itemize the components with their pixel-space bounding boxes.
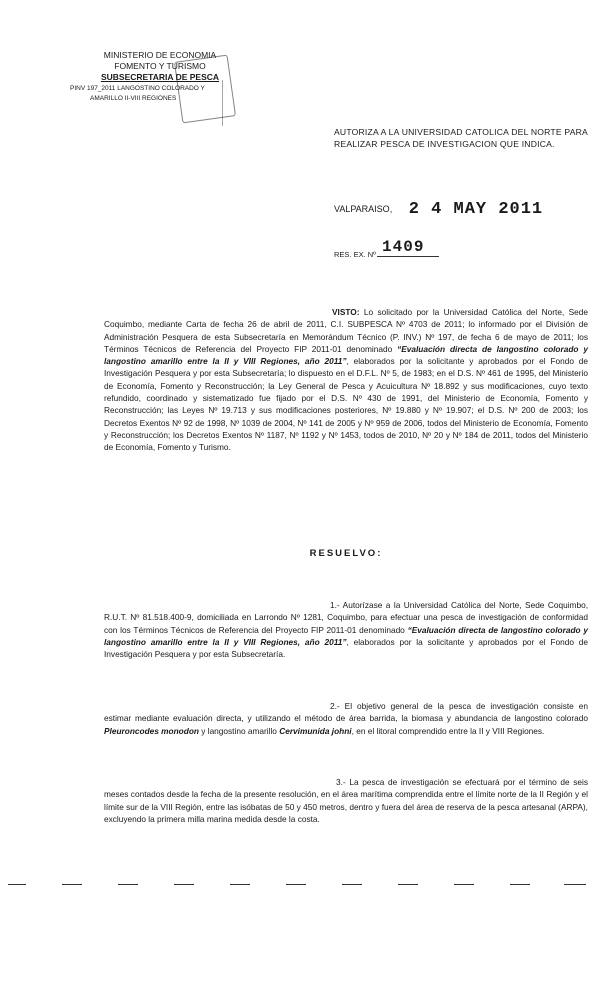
- resolution-label: RES. EX. Nº: [334, 250, 376, 259]
- dash: [230, 884, 250, 885]
- place: VALPARAISO,: [334, 203, 393, 214]
- reference-line-2: AMARILLO II-VIII REGIONES: [90, 95, 177, 102]
- dash: [8, 884, 26, 885]
- resolution-number-value: 1409: [382, 238, 425, 256]
- visto-paragraph: [104, 306, 588, 454]
- resolution-number: [334, 238, 439, 262]
- species-1: Pleuroncodes monodon: [104, 725, 199, 736]
- dash: [118, 884, 138, 885]
- date-stamp: 2 4 MAY 2011: [408, 200, 544, 219]
- dash: [174, 884, 194, 885]
- article-1: [104, 599, 588, 660]
- visto-project-title: “Evaluación directa de langostino colorado y langostino amarillo entre la II y VIII Regiones, año 2011”: [104, 343, 588, 367]
- dash: [454, 884, 474, 885]
- dash: [62, 884, 82, 885]
- ministry-name: MINISTERIO DE ECONOMIA: [103, 50, 217, 60]
- resuelvo-heading: RESUELVO:: [309, 548, 383, 559]
- subsecretaria-name: SUBSECRETARIA DE PESCA: [100, 72, 220, 82]
- article-2-text-1: 2.- El objetivo general de la pesca de investigación consiste en estimar mediante evaluación directa, y utilizando el método de área barrida, la biomasa y abundancia de langostino colorado: [104, 701, 588, 724]
- dash: [510, 884, 530, 885]
- article-3: 3.- La pesca de investigación se efectuará por el término de seis meses contados desde la fecha de la presente resolución, en el área marítima comprendida entre el límite norte de la II Región y el límite sur de la VIII Región, entre las isóbatas de 50 y 450 metros, dentro y fuera del área de reserva de la pesca artesanal (ARPA), excluyendo la primera milla marina medida desde la costa.: [104, 777, 588, 824]
- article-2-text-3: , en el litoral comprendido entre la II y VIII Regiones.: [351, 725, 545, 736]
- dash: [398, 884, 418, 885]
- document-subject: AUTORIZA A LA UNIVERSIDAD CATOLICA DEL NORTE PARA REALIZAR PESCA DE INVESTIGACION QUE INDICA.: [334, 127, 588, 149]
- fomento-line: FOMENTO Y TURISMO: [114, 61, 206, 71]
- dash: [286, 884, 306, 885]
- visto-text-1: Lo solicitado por la Universidad Católica del Norte, Sede Coquimbo, mediante Carta de fecha 26 de abril de 2011, C.I. SUBPESCA Nº 4703 de 2011; lo informado por el División de Administración Pesquera de esta Subsecretaría en Memorándum Técnico (P. INV.) Nº 197, de fecha 6 de mayo de 2011; los Términos Técnicos de Referencia del Proyecto FIP 2011-01 denominado: [104, 307, 588, 354]
- article-1-project-title: “Evaluación directa de langostino colorado y langostino amarillo entre la II y VIII Regiones, año 2011”: [104, 624, 588, 647]
- visto-text-2: , elaborados por la solicitante y aprobados por el Fondo de Investigación Pesquera y por esta Subsecretaría; lo dispuesto en el D.F.L. Nº 5, de 1983; en el D.S. Nº 461 de 1995, del Ministerio de Economía, Fomento y Reconstrucción; la Ley General de Pesca y Acuicultura Nº 18.892 y sus modificaciones, cuyo texto refundido, coordinado y sistematizado fue fijado por el D.S. Nº 430 de 1991, del Ministerio de Economía, Fomento y Reconstrucción; las Leyes Nº 19.713 y sus modificaciones posteriores, Nº 19.880 y Nº 19.907; el D.S. Nº 200 de 2003; los Decretos Exentos Nº 92 de 1998, Nº 1039 de 2004, Nº 141 de 2005 y Nº 959 de 2006, todos del Ministerio de Economía, Fomento y Reconstrucción; los Decretos Exentos Nº 1187, Nº 1192 y Nº 1453, todos de 2010, Nº 20 y Nº 184 de 2011, todos del Ministerio de Economía, Fomento y Turismo.: [104, 356, 588, 453]
- article-2-text-2: y langostino amarillo: [198, 725, 280, 736]
- footer-dash-line: [0, 884, 600, 888]
- visto-label: VISTO:: [332, 307, 360, 317]
- stamp-mark: [222, 80, 237, 126]
- reference-line-1: PINV 197_2011 LANGOSTINO COLORADO Y: [70, 85, 205, 92]
- place-and-date: [334, 200, 543, 219]
- article-2: [104, 700, 588, 737]
- article-1-text-1: 1.- Autorízase a la Universidad Católica del Norte, Sede Coquimbo, R.U.T. Nº 81.518.400-9, domiciliada en Larrondo Nº 1281, Coquimbo, para efectuar una pesca de investigación de conformidad con los Términos Técnicos de Referencia del Proyecto FIP 2011-01 denominado: [104, 600, 588, 635]
- dash: [342, 884, 362, 885]
- dash: [564, 884, 586, 885]
- species-2: Cervimunida johni: [279, 725, 352, 736]
- article-1-text-2: , elaborados por la solicitante y aprobados por el Fondo de Investigación Pesquera y por esta Subsecretaría.: [104, 636, 588, 660]
- number-underline: [377, 256, 439, 257]
